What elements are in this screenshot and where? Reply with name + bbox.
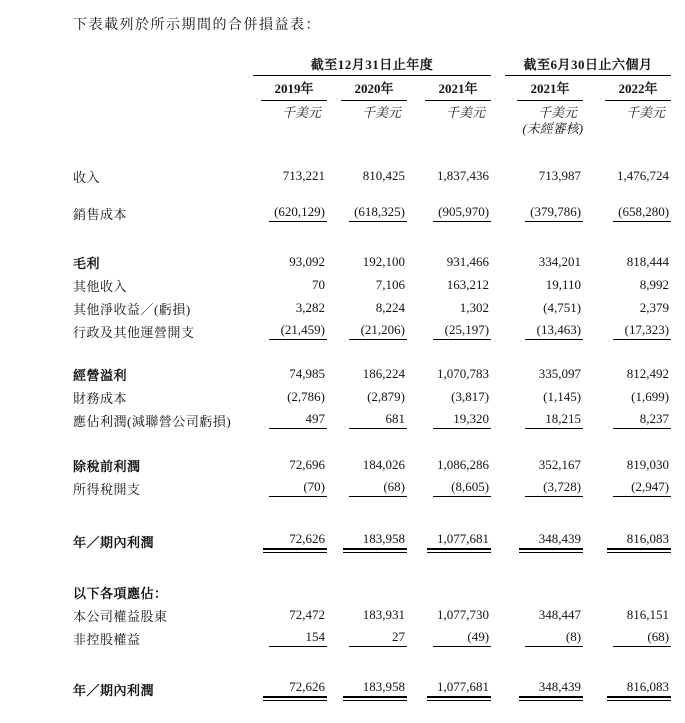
cell-value: 3,282: [295, 299, 325, 315]
cell-value: 7,106: [375, 276, 405, 292]
cell-value: 19,110: [545, 276, 582, 292]
unit-label: 千美元: [626, 104, 666, 120]
cell-value: 812,492: [626, 365, 670, 381]
cell-value: 348,439: [519, 532, 583, 550]
unit-header-row: [73, 101, 671, 120]
row-label: 年／期內利潤: [73, 534, 155, 550]
cell-value: 334,201: [538, 253, 582, 269]
cell-value: 72,626: [263, 532, 327, 550]
cell-value: 1,070,783: [437, 365, 490, 381]
cell-value: 163,212: [446, 276, 490, 292]
cell-value: 183,931: [362, 606, 405, 622]
unit-label: 千美元: [361, 104, 401, 120]
table-row-other-income: [73, 271, 671, 294]
cell-value: 348,447: [538, 606, 582, 622]
cell-value: (3,817): [451, 388, 490, 404]
table-row-admin-expenses: [73, 317, 671, 340]
cell-value: 1,077,730: [437, 606, 490, 622]
cell-value: (25,197): [433, 323, 491, 340]
unaudited-note-row: [73, 120, 671, 136]
cell-value: 816,151: [626, 606, 670, 622]
cell-value: (70): [269, 480, 327, 497]
table-row-profit-before-tax: [73, 451, 671, 474]
cell-value: (618,325): [349, 205, 407, 222]
table-row-profit-for-period: [73, 527, 671, 550]
row-label: 收入: [73, 169, 101, 185]
cell-value: (21,459): [269, 323, 327, 340]
cell-value: 72,472: [289, 606, 325, 622]
period-group-annual: 截至12月31日止年度: [253, 58, 491, 76]
cell-value: 184,026: [362, 456, 405, 472]
cell-value: 72,696: [289, 456, 325, 472]
cell-value: 8,237: [613, 412, 671, 429]
year-header: 2021年: [517, 76, 583, 100]
row-label: 以下各項應佔：: [73, 585, 168, 601]
cell-value: 816,083: [607, 680, 671, 698]
cell-value: 186,224: [362, 365, 405, 381]
row-label: 所得稅開支: [73, 481, 141, 497]
row-label: 銷售成本: [73, 206, 128, 222]
table-row-share-of-associates: [73, 406, 671, 429]
cell-value: 713,221: [282, 167, 325, 183]
cell-value: 154: [269, 630, 327, 647]
cell-value: (2,879): [367, 388, 405, 404]
row-label: 財務成本: [73, 390, 128, 406]
cell-value: (13,463): [525, 323, 583, 340]
cell-value: (658,280): [613, 205, 671, 222]
cell-value: (8): [525, 630, 583, 647]
cell-value: (620,129): [269, 205, 327, 222]
cell-value: 1,302: [459, 299, 490, 315]
cell-value: 183,958: [343, 680, 407, 698]
cell-value: (68): [349, 480, 407, 497]
cell-value: 93,092: [289, 253, 325, 269]
income-statement-table: [73, 58, 671, 698]
table-row-attributable-to-header: [73, 578, 671, 601]
row-label: 行政及其他運營開支: [73, 324, 195, 340]
cell-value: 497: [269, 412, 327, 429]
cell-value: (3,728): [525, 480, 583, 497]
cell-value: 70: [312, 276, 325, 292]
table-row-gross-profit: [73, 248, 671, 271]
table-row-income-tax: [73, 474, 671, 497]
cell-value: 27: [349, 630, 407, 647]
cell-value: 8,992: [639, 276, 670, 292]
cell-value: 72,626: [263, 680, 327, 698]
unaudited-note: (未經審核): [522, 120, 584, 136]
cell-value: 819,030: [626, 456, 670, 472]
year-header: 2020年: [341, 76, 407, 100]
table-row-other-net-gains: [73, 294, 671, 317]
table-row-finance-costs: [73, 383, 671, 406]
cell-value: 1,077,681: [427, 680, 491, 698]
year-header: 2021年: [425, 76, 491, 100]
row-label: 經營溢利: [73, 367, 128, 383]
unit-label: 千美元: [446, 104, 486, 120]
period-group-interim: 截至6月30日止六個月: [505, 58, 671, 76]
cell-value: 1,476,724: [617, 167, 670, 183]
table-row-equity-shareholders: [73, 601, 671, 624]
cell-value: 713,987: [538, 167, 582, 183]
cell-value: 19,320: [433, 412, 491, 429]
cell-value: 8,224: [375, 299, 405, 315]
period-group-header-row: [73, 58, 671, 76]
row-label: 其他收入: [73, 278, 128, 294]
page-title: 下表載列於所示期間的合併損益表：: [73, 18, 321, 33]
cell-value: 931,466: [446, 253, 490, 269]
row-label: 其他淨收益／(虧損): [73, 301, 191, 317]
cell-value: (2,786): [287, 388, 325, 404]
cell-value: (1,699): [631, 388, 670, 404]
cell-value: 810,425: [362, 167, 405, 183]
cell-value: 1,086,286: [437, 456, 490, 472]
year-header: 2022年: [605, 76, 671, 100]
cell-value: 335,097: [538, 365, 582, 381]
cell-value: 1,837,436: [437, 167, 490, 183]
table-row-operating-profit: [73, 360, 671, 383]
cell-value: 183,958: [343, 532, 407, 550]
cell-value: 816,083: [607, 532, 671, 550]
unit-label: 千美元: [538, 104, 578, 120]
cell-value: (17,323): [613, 323, 671, 340]
cell-value: (379,786): [525, 205, 583, 222]
cell-value: 1,077,681: [427, 532, 491, 550]
row-label: 應佔利潤(減聯營公司虧損): [73, 413, 232, 429]
cell-value: (21,206): [349, 323, 407, 340]
cell-value: (68): [613, 630, 671, 647]
cell-value: (49): [433, 630, 491, 647]
cell-value: 2,379: [639, 299, 670, 315]
table-row-cost-of-sales: [73, 199, 671, 222]
row-label: 非控股權益: [73, 631, 141, 647]
cell-value: 818,444: [626, 253, 670, 269]
cell-value: 18,215: [525, 412, 583, 429]
cell-value: 352,167: [538, 456, 582, 472]
table-row-profit-for-period-total: [73, 675, 671, 698]
cell-value: (8,605): [433, 480, 491, 497]
cell-value: 74,985: [289, 365, 325, 381]
unit-label: 千美元: [281, 104, 321, 120]
year-header-row: [73, 76, 671, 101]
cell-value: (1,145): [543, 388, 582, 404]
row-label: 除稅前利潤: [73, 458, 141, 474]
table-row-revenue: [73, 162, 671, 185]
cell-value: (4,751): [543, 299, 582, 315]
cell-value: (905,970): [433, 205, 491, 222]
cell-value: 681: [349, 412, 407, 429]
cell-value: (2,947): [613, 480, 671, 497]
cell-value: 348,439: [519, 680, 583, 698]
cell-value: 192,100: [362, 253, 405, 269]
row-label: 年／期內利潤: [73, 682, 155, 698]
row-label: 毛利: [73, 255, 101, 271]
row-label: 本公司權益股東: [73, 608, 168, 624]
table-row-non-controlling-interests: [73, 624, 671, 647]
year-header: 2019年: [261, 76, 327, 100]
